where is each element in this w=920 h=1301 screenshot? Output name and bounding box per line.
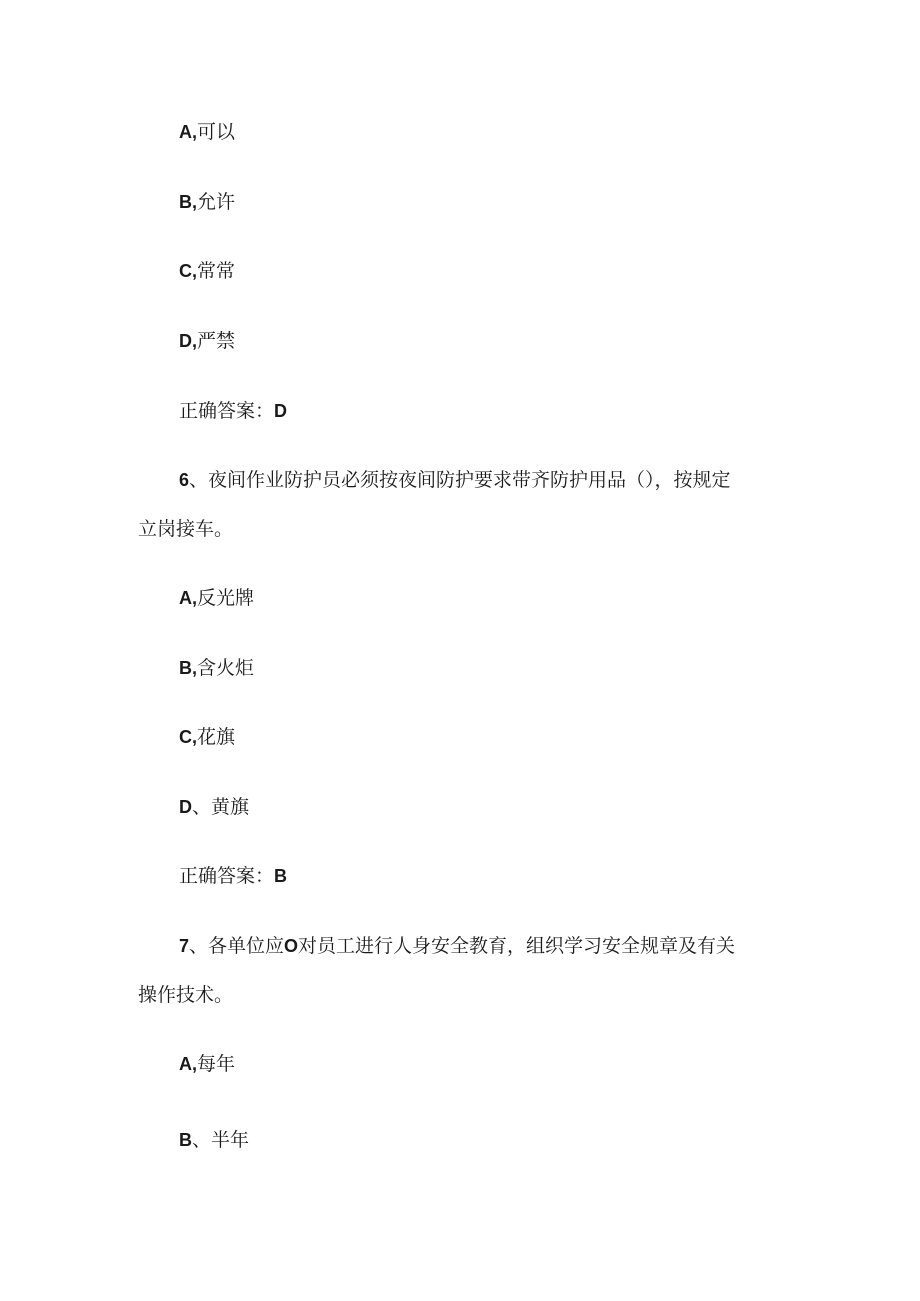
question-text <box>179 467 731 493</box>
question-text-line1: 、夜间作业防护员必须按夜间防护要求带齐防护用品（），按规定 <box>189 469 731 491</box>
question-number: 7 <box>179 936 190 956</box>
option-key: C, <box>179 261 197 281</box>
question-text-line1-b: 对员工进行人身安全教育，组织学习安全规章及有关 <box>298 935 736 957</box>
question-text-continued <box>138 982 233 1008</box>
option-key: D <box>179 797 192 817</box>
option-key: D, <box>179 331 197 351</box>
option-text: 严禁 <box>197 330 236 352</box>
option-text: 可以 <box>197 121 236 143</box>
option-d <box>179 328 235 354</box>
correct-answer <box>179 863 287 889</box>
option-text: 含火炬 <box>197 657 255 679</box>
option-key: A, <box>179 588 197 608</box>
option-key: B <box>179 1130 192 1150</box>
option-text: 常常 <box>197 260 236 282</box>
question-text-continued <box>138 516 233 542</box>
option-b <box>179 189 235 215</box>
question-text-line1-a: 、各单位应 <box>189 935 285 957</box>
question-text-line2: 立岗接车。 <box>138 518 234 540</box>
option-a <box>179 119 235 145</box>
option-b <box>179 655 254 681</box>
answer-label: 正确答案： <box>179 865 275 887</box>
option-a <box>179 585 254 611</box>
option-key: A, <box>179 1054 197 1074</box>
option-c <box>179 724 235 750</box>
option-text: 每年 <box>197 1053 236 1075</box>
answer-label: 正确答案： <box>179 400 275 422</box>
option-text: 、黄旗 <box>192 796 250 818</box>
question-text-line1-o: O <box>284 936 299 956</box>
option-key: B, <box>179 192 197 212</box>
option-text: 允许 <box>197 191 236 213</box>
option-key: B, <box>179 658 197 678</box>
option-text: 花旗 <box>197 726 236 748</box>
question-text <box>179 933 735 959</box>
option-key: C, <box>179 727 197 747</box>
question-text-line2: 操作技术。 <box>138 984 234 1006</box>
answer-value: D <box>274 401 288 421</box>
option-key: A, <box>179 122 197 142</box>
option-d <box>179 794 249 820</box>
option-c <box>179 258 235 284</box>
option-text: 、半年 <box>192 1129 250 1151</box>
option-text: 反光牌 <box>197 587 255 609</box>
option-b <box>179 1127 249 1153</box>
answer-value: B <box>274 866 288 886</box>
question-number: 6 <box>179 470 190 490</box>
correct-answer <box>179 398 287 424</box>
option-a <box>179 1051 235 1077</box>
